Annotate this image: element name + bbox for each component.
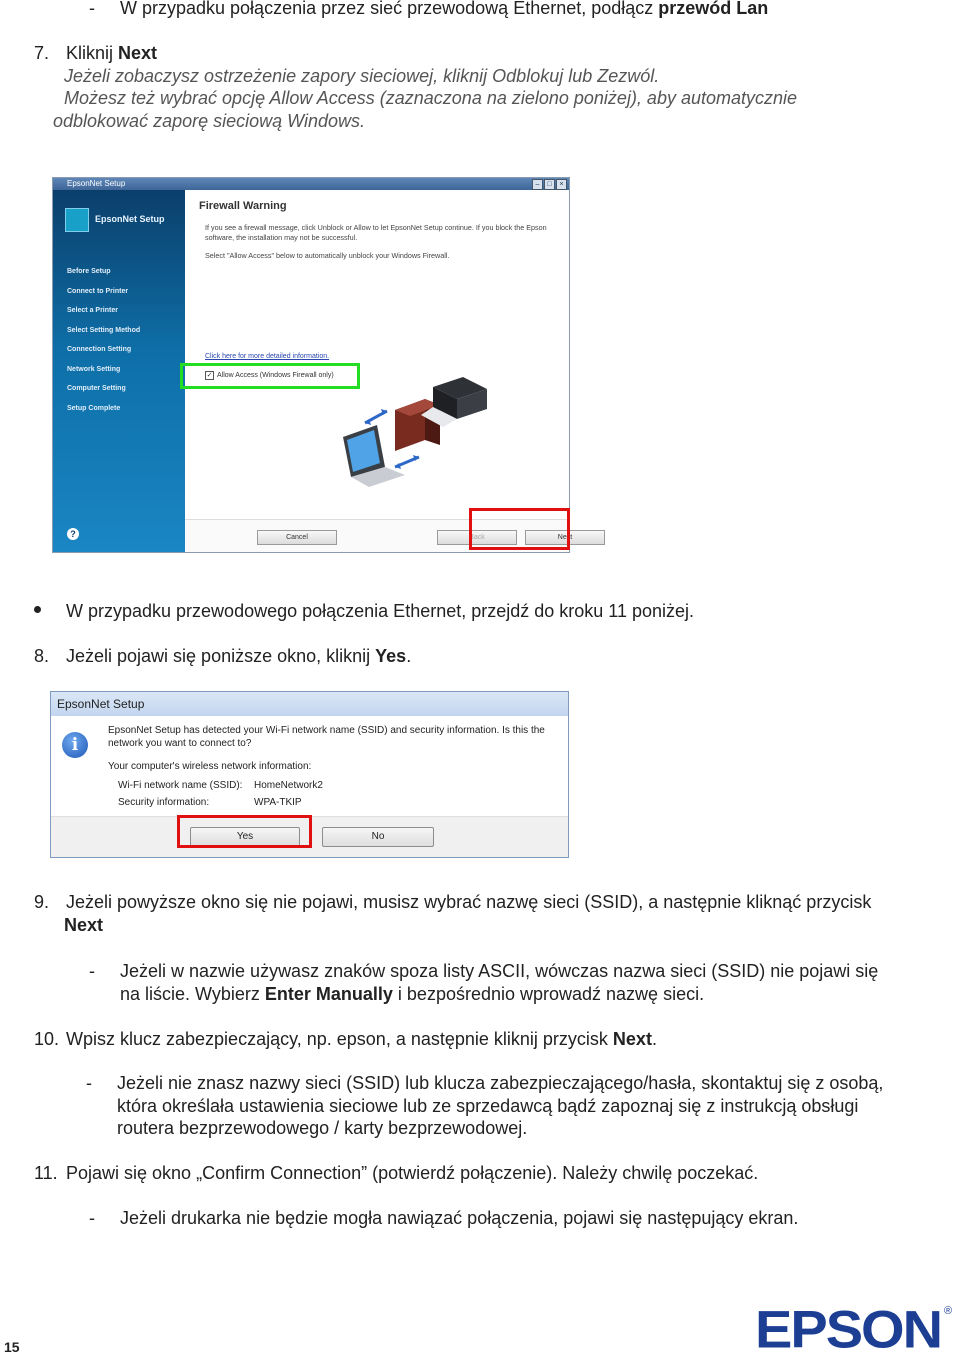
window-title: EpsonNet Setup <box>53 178 569 190</box>
sidebar-step: Connection Setting <box>67 346 132 353</box>
text: Jeżeli pojawi się poniższe okno, kliknij <box>66 646 376 666</box>
step-7-note-2: Możesz też wybrać opcję Allow Access (zaznaczona na zielono poniżej), aby automatycznie <box>64 88 798 108</box>
step-9-next <box>64 914 103 936</box>
sidebar-step: Select a Printer <box>67 307 118 314</box>
ssid-value: HomeNetwork2 <box>254 780 323 791</box>
dialog-title: EpsonNet Setup <box>51 692 568 716</box>
step-number-10: 10. <box>34 1029 60 1049</box>
dialog-message: EpsonNet Setup has detected your Wi-Fi network name (SSID) and security information. Is this the network you want to connect to? <box>108 725 545 749</box>
bold-text: Enter Manually <box>264 984 393 1004</box>
step-number-8: 8. <box>34 646 50 666</box>
setup-steps <box>67 262 140 418</box>
allow-access-highlight <box>180 363 360 389</box>
bullet-text: W przypadku przewodowego połączenia Ethernet, przejdź do kroku 11 poniżej. <box>66 601 695 621</box>
step-9-text: Jeżeli powyższe okno się nie pojawi, musisz wybrać nazwę sieci (SSID), a następnie kliknąć przycisk <box>66 892 872 912</box>
step-11-sub: Jeżeli drukarka nie będzie mogła nawiązać połączenia, pojawi się następujący ekran. <box>120 1208 799 1228</box>
app-title: EpsonNet Setup <box>95 214 165 224</box>
no-button[interactable]: No <box>322 827 434 847</box>
step-number-11: 11. <box>34 1163 58 1183</box>
bold-text: Next <box>64 915 104 935</box>
network-illustration <box>325 375 505 500</box>
details-link[interactable]: Click here for more detailed information. <box>205 353 330 360</box>
yes-button-highlight <box>177 815 312 848</box>
firewall-heading: Firewall Warning <box>199 200 287 212</box>
text: na liście. Wybierz <box>120 984 265 1004</box>
bold-text: przewód Lan <box>658 0 769 18</box>
text: W przypadku połączenia przez sieć przewodową Ethernet, podłącz <box>120 0 659 18</box>
sidebar-step: Network Setting <box>67 365 121 373</box>
security-value: WPA-TKIP <box>254 797 302 808</box>
app-logo-icon <box>65 208 89 232</box>
text: Wpisz klucz zabezpieczający, np. epson, a następnie kliknij przycisk <box>66 1029 613 1049</box>
dash-marker: - <box>86 1073 92 1093</box>
maximize-icon[interactable]: □ <box>544 179 555 190</box>
close-icon[interactable]: × <box>556 179 567 190</box>
step-10-sub-3: routera bezprzewodowego / karty bezprzewodowej. <box>117 1118 528 1138</box>
step-7-text <box>66 42 157 64</box>
sidebar-step: Setup Complete <box>67 404 121 412</box>
ssid-label: Wi-Fi network name (SSID): <box>118 780 243 791</box>
info-icon: i <box>62 732 88 758</box>
text-line-ethernet <box>120 0 768 19</box>
step-7-note-1: Jeżeli zobaczysz ostrzeżenie zapory sieciowej, kliknij Odblokuj lub Zezwól. <box>64 66 660 86</box>
step-10-sub-2: która określała ustawienia sieciowe lub ze sprzedawcą bądź zapoznaj się z instrukcją obsługi <box>117 1096 859 1116</box>
sidebar-step: Before Setup <box>67 268 111 275</box>
sidebar-step: Computer Setting <box>67 385 126 392</box>
help-icon[interactable]: ? <box>67 528 79 540</box>
text: Kliknij <box>66 43 119 63</box>
yes-button[interactable]: Yes <box>190 827 300 847</box>
minimize-icon[interactable]: – <box>532 179 543 190</box>
bold-text: Yes <box>375 646 407 666</box>
bullet-icon <box>34 606 41 613</box>
step-9-sub-1: Jeżeli w nazwie używasz znaków spoza listy ASCII, wówczas nazwa sieci (SSID) nie pojawi się <box>120 961 879 981</box>
step-7-note-3: odblokować zaporę sieciową Windows. <box>53 111 365 131</box>
bold-text: Next <box>118 43 158 63</box>
checkbox-label: Allow Access (Windows Firewall only) <box>217 372 334 379</box>
page-number: 15 <box>4 1339 20 1355</box>
step-8-text <box>66 645 411 667</box>
step-9-sub-2 <box>120 983 704 1005</box>
dash-marker: - <box>89 1208 95 1228</box>
step-10-text <box>66 1028 657 1050</box>
registered-mark: ® <box>944 1305 953 1317</box>
window-controls <box>532 179 567 190</box>
dash-marker: - <box>89 961 95 981</box>
sidebar <box>53 190 185 552</box>
step-number-9: 9. <box>34 892 50 912</box>
wireless-info-header: Your computer's wireless network information: <box>108 761 312 772</box>
text: i bezpośrednio wprowadź nazwę sieci. <box>392 984 705 1004</box>
back-button[interactable]: Back <box>437 530 517 545</box>
sidebar-step: Connect to Printer <box>67 287 129 295</box>
step-number-7: 7. <box>34 43 50 63</box>
firewall-paragraph-1: If you see a firewall message, click Unblock or Allow to let EpsonNet Setup continue. If you block the Epson software, the installation may not be successful. <box>205 223 547 242</box>
sidebar-step: Select Setting Method <box>67 326 141 334</box>
next-button-highlight <box>469 508 570 550</box>
text: . <box>651 1029 657 1049</box>
step-10-sub-1: Jeżeli nie znasz nazwy sieci (SSID) lub klucza zabezpieczającego/hasła, skontaktuj się z osobą, <box>117 1073 884 1093</box>
checkbox-checked-icon[interactable]: ✓ <box>206 372 213 379</box>
dash-marker: - <box>89 0 95 18</box>
firewall-paragraph-2: Select "Allow Access" below to automatically unblock your Windows Firewall. <box>205 251 450 260</box>
bold-text: Next <box>612 1029 652 1049</box>
epson-logo: EPSON <box>755 1299 942 1360</box>
cancel-button[interactable]: Cancel <box>257 530 337 545</box>
security-label: Security information: <box>118 797 210 808</box>
next-button[interactable]: Next <box>525 530 605 545</box>
text: . <box>406 646 412 666</box>
step-11-text: Pojawi się okno „Confirm Connection” (potwierdź połączenie). Należy chwilę poczekać. <box>66 1163 759 1183</box>
